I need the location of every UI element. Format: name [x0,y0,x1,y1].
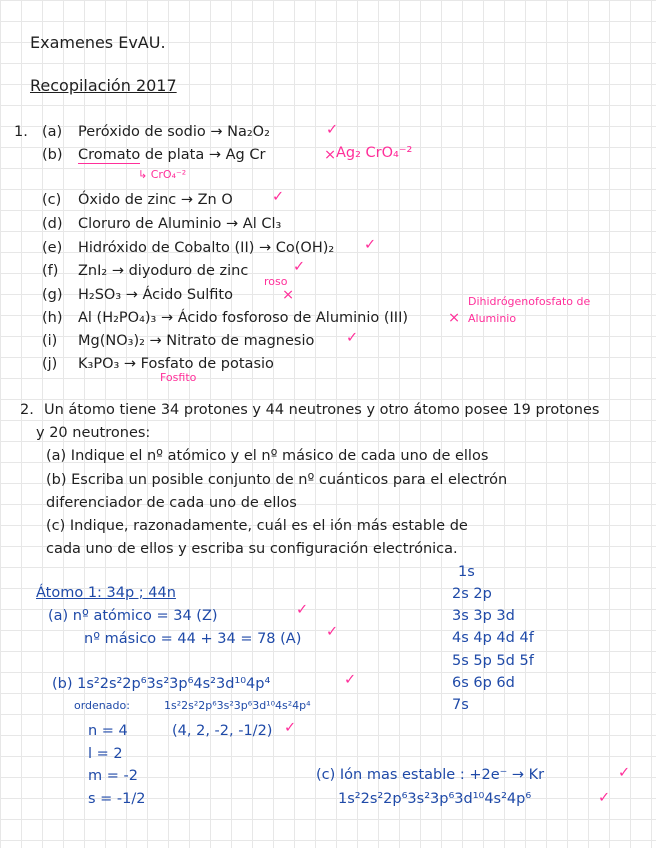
orbital-row-6: 6s 6p 6d [452,675,515,691]
q1-number: 1. [14,124,28,140]
q1f-label: (f) [42,263,59,279]
q2-line-7: cada uno de ellos y escriba su configuración electrónica. [46,541,458,557]
notebook-subtitle: Recopilación 2017 [30,76,177,95]
q1h-text: Al (H₂PO₄)₃ → Ácido fosforoso de Aluminio (III) [78,310,409,326]
q1g-text: H₂SO₃ → Ácido Sulfito [78,287,233,303]
answer-b-config: (b) 1s²2s²2p⁶3s²3p⁶4s²3d¹⁰4p⁴ [52,676,271,692]
orbital-row-3: 3s 3p 3d [452,608,515,624]
atom-1-title: Átomo 1: 34p ; 44n [36,585,176,601]
notebook-title: Examenes EvAU. [30,33,166,52]
orbital-row-4: 4s 4p 4d 4f [452,630,534,646]
answer-s: s = -1/2 [88,791,146,807]
answer-quantum-set: (4, 2, -2, -1/2) [172,723,273,739]
answer-b-check-1: ✓ [344,672,357,688]
q1g-correction: roso [264,275,288,288]
answer-c-line-2: 1s²2s²2p⁶3s²3p⁶3d¹⁰4s²4p⁶ [338,791,532,807]
answer-a-check-2: ✓ [326,624,339,640]
q1j-correction: Fosfito [160,371,197,384]
q1j-label: (j) [42,356,58,372]
answer-c-check-1: ✓ [618,765,631,781]
q1b-note: ↳ CrO₄⁻² [138,168,187,181]
q1e-label: (e) [42,240,63,256]
q1b-label: (b) [42,147,63,163]
q1h-cross: × [448,310,461,326]
orbital-row-5: 5s 5p 5d 5f [452,653,534,669]
answer-b-ordered-label: ordenado: [74,699,130,712]
q1c-label: (c) [42,192,62,208]
q1a-check: ✓ [326,122,339,138]
q1i-check: ✓ [346,330,359,346]
q2-line-3: (a) Indique el nº atómico y el nº másico de cada uno de ellos [46,448,489,464]
answer-a-line-1: (a) nº atómico = 34 (Z) [48,608,218,624]
orbital-row-1: 1s [458,564,475,580]
orbital-row-7: 7s [452,697,469,713]
q1b-text-rest: de plata → Ag Cr [140,147,266,163]
answer-c-check-2: ✓ [598,790,611,806]
answer-a-check-1: ✓ [296,602,309,618]
q2-line-2: y 20 neutrones: [36,425,151,441]
q2-line-5: diferenciador de cada uno de ellos [46,495,297,511]
q1d-label: (d) [42,216,63,232]
q1e-check: ✓ [364,237,377,253]
answer-a-line-2: nº másico = 44 + 34 = 78 (A) [84,631,302,647]
q2-line-1: Un átomo tiene 34 protones y 44 neutrones y otro átomo posee 19 protones [44,402,600,418]
answer-m: m = -2 [88,768,138,784]
q1j-text: K₃PO₃ → Fosfato de potasio [78,356,274,372]
answer-n: n = 4 [88,723,128,739]
q1a-text: Peróxido de sodio → Na₂O₂ [78,124,270,140]
q1b-underlined-word: Cromato [78,147,141,163]
q1i-label: (i) [42,333,58,349]
answer-c-line-1: (c) Ión mas estable : +2e⁻ → Kr [316,767,545,783]
q1b-cross: × [324,147,337,163]
q1g-label: (g) [42,287,63,303]
answer-b-check-2: ✓ [284,720,297,736]
q1a-label: (a) [42,124,63,140]
q1h-label: (h) [42,310,63,326]
q2-line-4: (b) Escriba un posible conjunto de nº cuánticos para el electrón [46,472,508,488]
q2-number: 2. [20,402,34,418]
q1c-text: Óxido de zinc → Zn O [78,192,233,208]
answer-b-ordered-config: 1s²2s²2p⁶3s²3p⁶3d¹⁰4s²4p⁴ [164,699,311,712]
q1c-check: ✓ [272,189,285,205]
q1b-correction: Ag₂ CrO₄⁻² [336,145,413,161]
q1f-text: ZnI₂ → diyoduro de zinc [78,263,249,279]
orbital-row-2: 2s 2p [452,586,492,602]
q1i-text: Mg(NO₃)₂ → Nitrato de magnesio [78,333,315,349]
q1b-note-text: CrO₄⁻² [150,168,187,181]
q1h-correction: Dihidrógenofosfato de Aluminio [468,295,591,325]
q1d-text: Cloruro de Aluminio → Al Cl₃ [78,216,282,232]
answer-l: l = 2 [88,746,123,762]
q2-line-6: (c) Indique, razonadamente, cuál es el ión más estable de [46,518,468,534]
q1b-text [78,147,265,164]
q1g-cross: × [282,287,295,303]
q1f-check: ✓ [293,259,306,275]
q1e-text: Hidróxido de Cobalto (II) → Co(OH)₂ [78,240,335,256]
